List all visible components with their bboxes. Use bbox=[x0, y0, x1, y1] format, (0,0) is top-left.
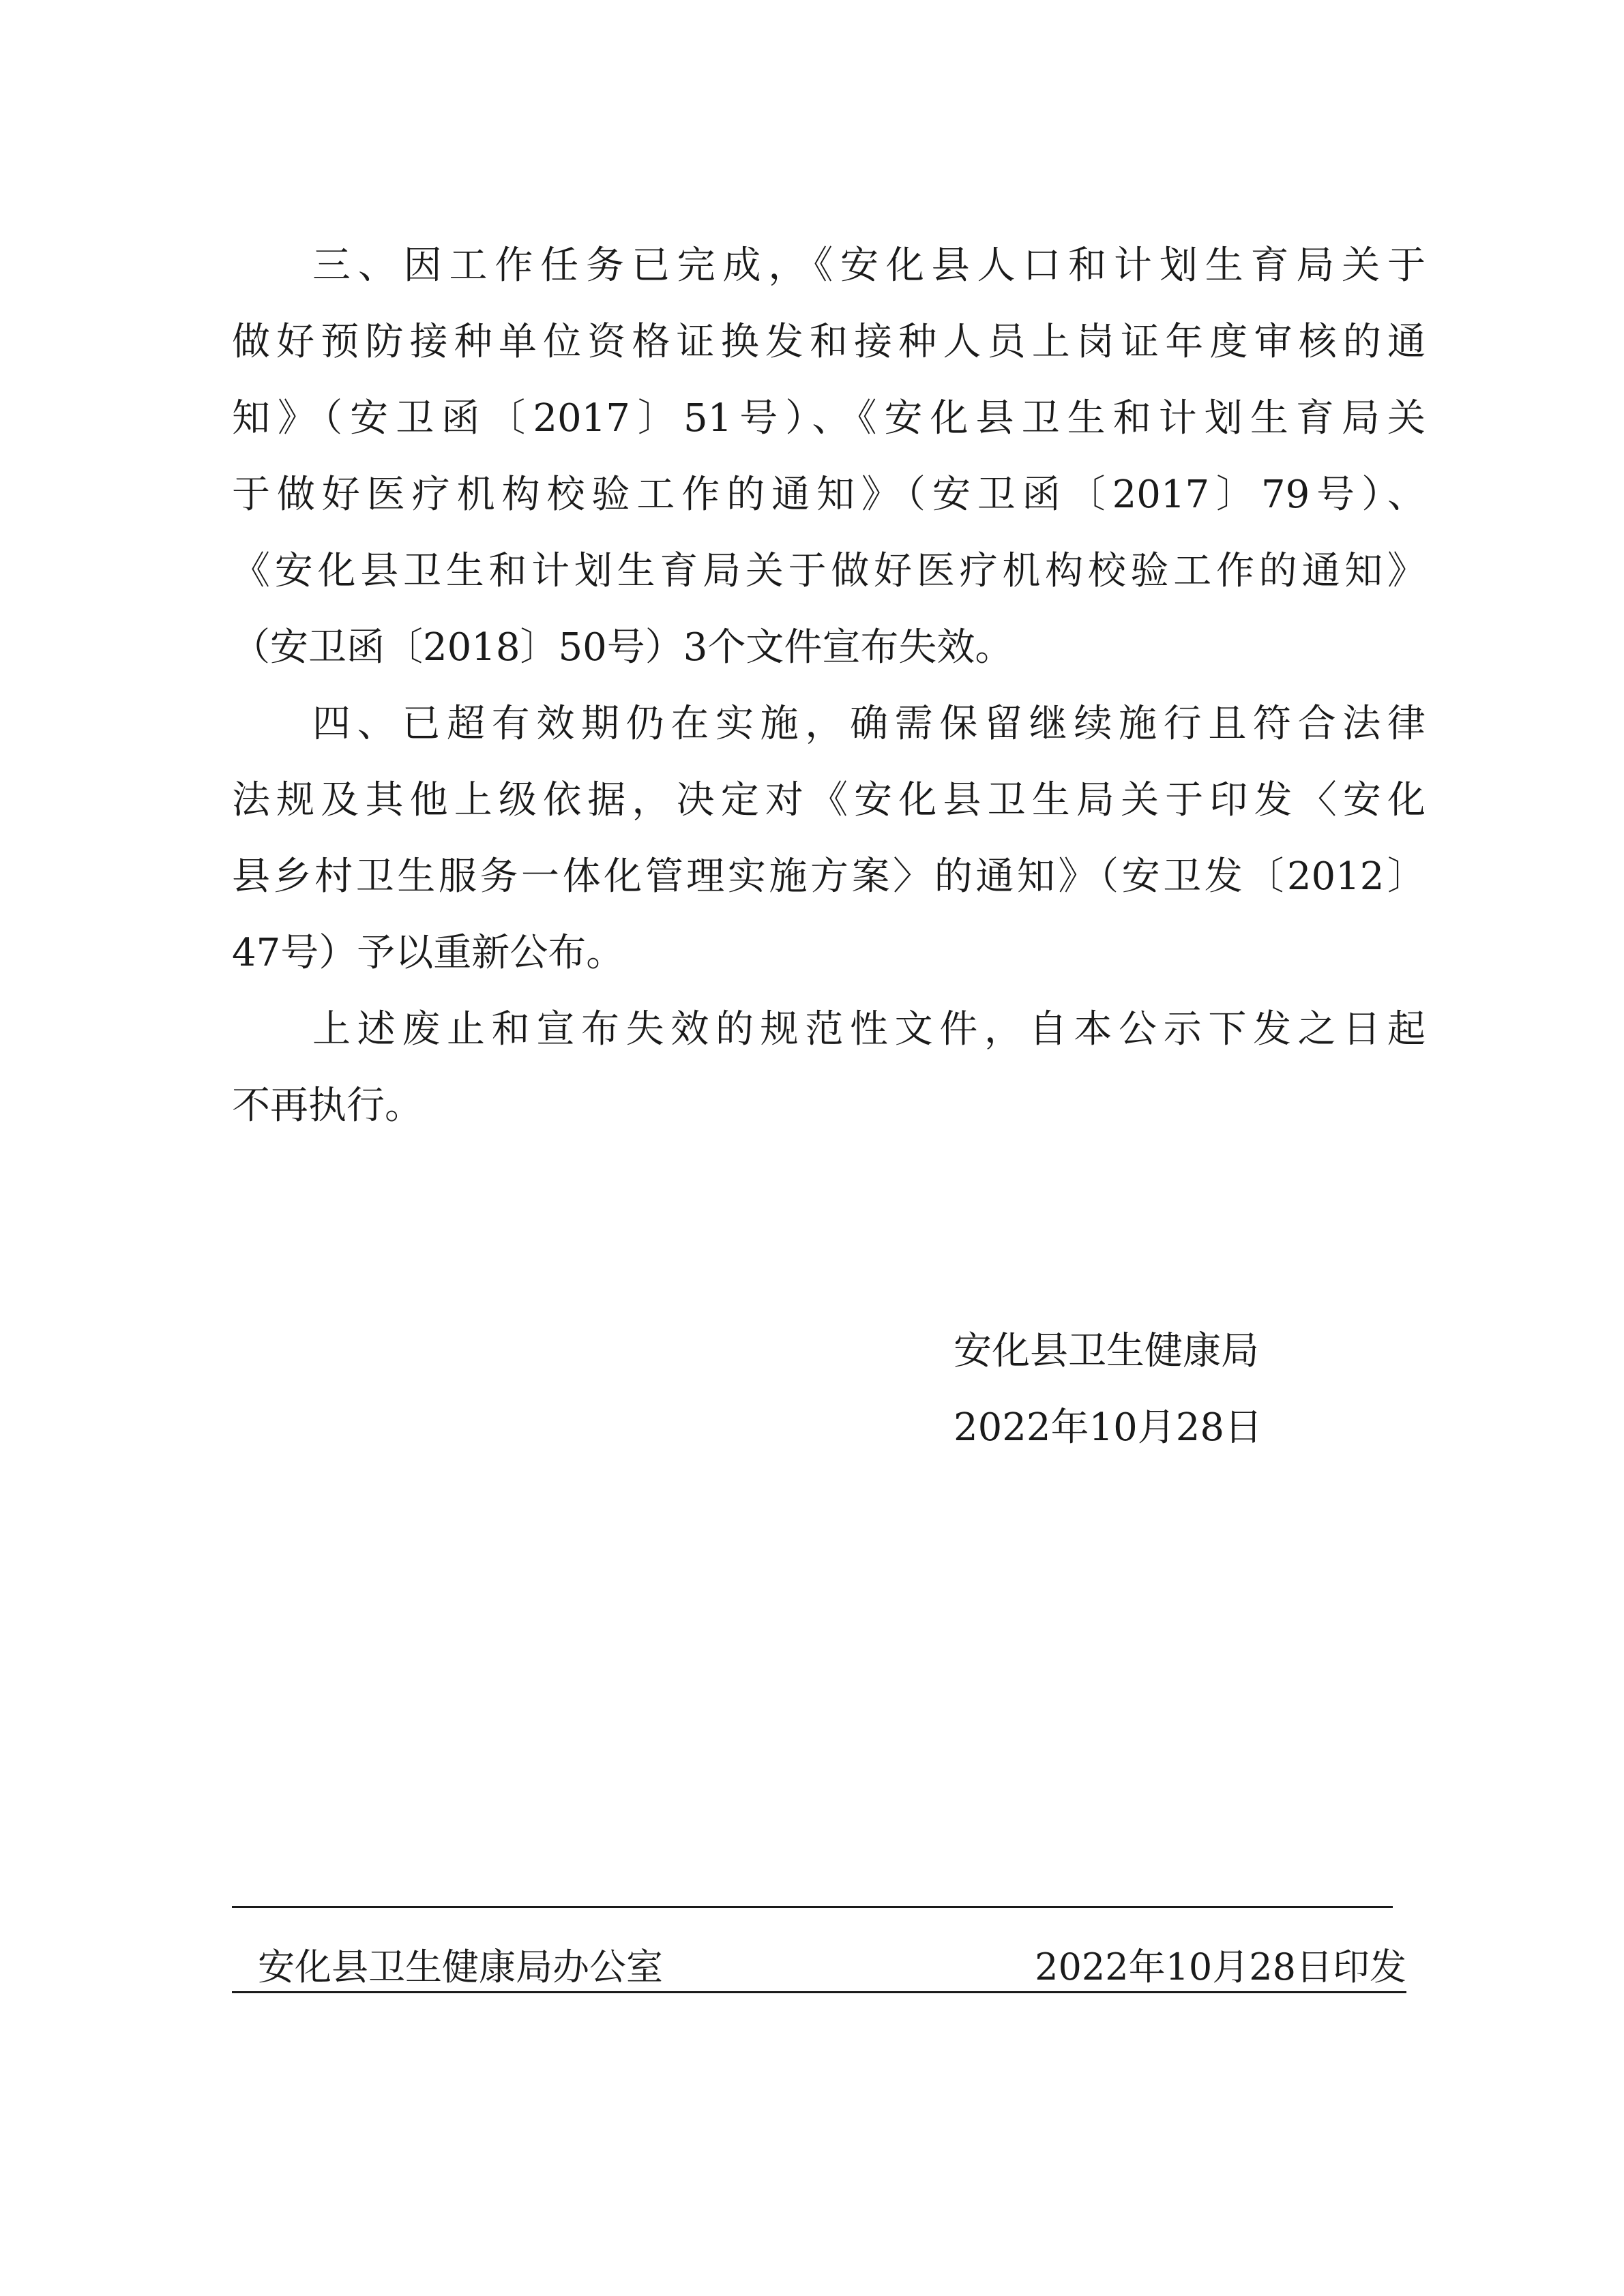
paragraph-line: 上述废止和宣布失效的规范性文件，自本公示下发之日起 bbox=[312, 1007, 1426, 1052]
paragraph-line: 四、已超有效期仍在实施，确需保留继续施行且符合法律 bbox=[312, 702, 1426, 746]
paragraph-line: 47号）予以重新公布。 bbox=[232, 931, 625, 975]
paragraph-line: 三、因工作任务已完成，《安化县人口和计划生育局关于 bbox=[312, 243, 1426, 288]
signature-date: 2022年10月28日 bbox=[954, 1405, 1263, 1450]
paragraph-line: 法规及其他上级依据，决定对《安化县卫生局关于印发〈安化 bbox=[232, 778, 1426, 822]
footer-row bbox=[232, 1940, 1406, 1995]
signature-org: 安化县卫生健康局 bbox=[954, 1329, 1259, 1373]
paragraph-line: 《安化县卫生和计划生育局关于做好医疗机构校验工作的通知》 bbox=[232, 549, 1426, 593]
footer-bottom-rule bbox=[232, 1991, 1406, 1993]
paragraph-line: 不再执行。 bbox=[232, 1084, 423, 1128]
paragraph-line: 县乡村卫生服务一体化管理实施方案〉的通知》（安卫发〔2012〕 bbox=[232, 854, 1426, 899]
footer-top-rule bbox=[232, 1906, 1393, 1908]
footer-issue-date: 2022年10月28日印发 bbox=[1035, 1945, 1406, 1988]
paragraph-line: 做好预防接种单位资格证换发和接种人员上岗证年度审核的通 bbox=[232, 320, 1426, 364]
footer-issuer: 安化县卫生健康局办公室 bbox=[258, 1945, 663, 1988]
paragraph-line: 知》（安卫函〔2017〕51号）、《安化县卫生和计划生育局关 bbox=[232, 396, 1426, 441]
paragraph-line: （安卫函〔2018〕50号）3个文件宣布失效。 bbox=[232, 625, 1014, 670]
paragraph-line: 于做好医疗机构校验工作的通知》（安卫函〔2017〕79号）、 bbox=[232, 473, 1426, 517]
